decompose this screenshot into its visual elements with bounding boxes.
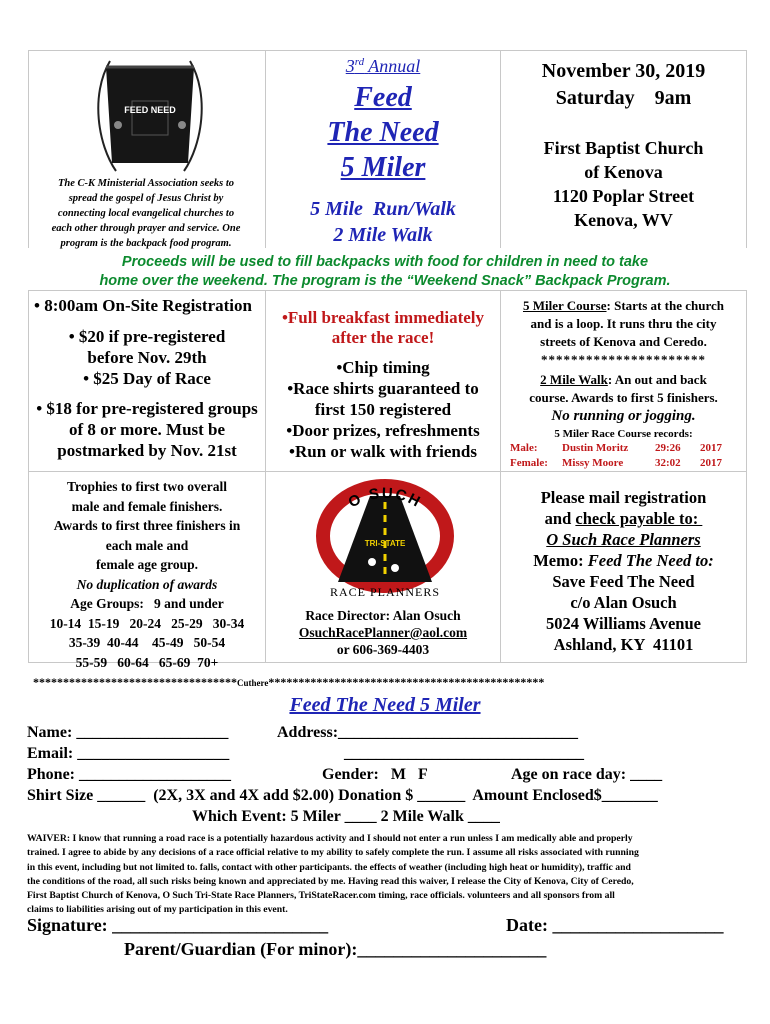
distance-line: 5 Mile Run/Walk (310, 198, 456, 220)
date-line: November 30, 2019 (541, 60, 706, 82)
awards-line: male and female finishers. (71, 498, 223, 514)
five-course-label: 5 Miler Course (522, 298, 607, 313)
mail-address-line: Ashland, KY 41101 (553, 635, 694, 654)
pricing-line: • $25 Day of Race (83, 369, 211, 388)
waiver-line: trained. I agree to abide by any decisions of a race official relative to my ability to safely complete the run. I assume all risks associated with running (27, 847, 639, 859)
proceeds-line: Proceeds will be used to fill backpacks with food for children in need to take (121, 254, 649, 270)
mission-line: each other through prayer and service. One (51, 223, 241, 234)
awards-line: each male and (105, 537, 189, 553)
logo-race-planners-text: RACE PLANNERS (329, 585, 441, 599)
mission-line: spread the gospel of Jesus Christ by (68, 193, 224, 204)
cut-stars-right: ********************************************** (268, 675, 545, 689)
perk-item: first 150 registered (314, 400, 452, 419)
venue-line: of Kenova (584, 162, 663, 182)
mission-line: program is the backpack food program. (60, 238, 232, 249)
payee-name: O Such Race Planners (546, 530, 701, 549)
mail-address-line: c/o Alan Osuch (570, 593, 677, 612)
proceeds-banner (10, 253, 760, 291)
grid-line (28, 50, 747, 51)
record-label: Male: (510, 442, 538, 454)
record-year: 2017 (700, 442, 722, 454)
grid-line (28, 50, 29, 248)
mission-line: The C-K Ministerial Association seeks to (57, 178, 235, 189)
two-course-line: course. Awards to first 5 finishers. (529, 390, 718, 405)
event-choice-field[interactable]: Which Event: 5 Miler ____ 2 Mile Walk ____ (192, 808, 500, 825)
logo-arc-text: O SUCH (345, 484, 425, 512)
record-label: Female: (510, 457, 548, 469)
grid-line (28, 471, 747, 472)
waiver-line: in this event, including but not limited to. falls, contact with other participants. the effects of weather (including high heat or humidity), traffic and (27, 861, 631, 873)
bag-text: FEED NEED (124, 105, 176, 115)
group-pricing (29, 398, 265, 461)
course-records (510, 441, 744, 471)
race-director (266, 607, 500, 658)
gender-field[interactable]: Gender: M F (322, 766, 428, 783)
grid-line (746, 290, 747, 663)
title-line: 5 Miler (340, 152, 426, 183)
group-line: of 8 or more. Must be (68, 420, 226, 439)
course-divider: ********************** (541, 352, 706, 367)
awards-line: Awards to first three finishers in (53, 518, 241, 533)
record-time: 29:26 (655, 442, 681, 454)
no-running-note: No running or jogging. (551, 408, 696, 424)
check-payable-label: check payable to: (575, 509, 703, 528)
age-groups-line: 55-59 60-64 65-69 70+ (75, 654, 219, 670)
annual-label (266, 56, 500, 77)
records-title: 5 Miler Race Course records: (554, 428, 693, 440)
venue-address (501, 136, 746, 232)
awards-line: female age group. (95, 557, 199, 572)
annual-word: Annual (368, 56, 421, 76)
two-mile-course (501, 371, 746, 389)
record-row (510, 441, 744, 456)
perk-item: •Race shirts guaranteed to (287, 379, 479, 398)
mail-registration (501, 487, 746, 655)
record-name: Dustin Moritz (562, 442, 629, 454)
two-course-label: 2 Mile Walk (540, 372, 608, 387)
date-field[interactable]: Date: ___________________ (506, 915, 724, 935)
mission-statement (30, 176, 262, 251)
address-line-2-field[interactable]: ______________________________ (344, 745, 584, 762)
annual-number: 3 (345, 56, 355, 76)
mail-address-line: Save Feed The Need (552, 572, 695, 591)
perk-item: •Chip timing (336, 358, 430, 377)
age-field[interactable]: Age on race day: ____ (511, 766, 663, 783)
age-groups-line: 35-39 40-44 45-49 50-54 (68, 635, 226, 650)
record-row (510, 456, 744, 471)
phone-field[interactable]: Phone: ___________________ (27, 766, 231, 783)
name-field[interactable]: Name: ___________________ (27, 724, 229, 741)
day-time-line: Saturday 9am (555, 87, 692, 109)
record-time: 32:02 (655, 457, 681, 469)
breakfast-line: •Full breakfast immediately (281, 308, 485, 327)
event-date (501, 58, 746, 112)
venue-line: Kenova, WV (574, 210, 673, 230)
pricing-line: • $20 if pre-registered (68, 327, 226, 346)
distance-line: 2 Mile Walk (333, 224, 433, 246)
director-phone: or 606-369-4403 (336, 642, 430, 657)
perks-list (266, 357, 500, 462)
age-groups-line: 10-14 15-19 20-24 25-29 30-34 (49, 615, 245, 631)
awards-line: Trophies to first two overall (67, 479, 227, 494)
cut-stars-left: ********************************** (33, 675, 237, 689)
five-course-line: and is a loop. It runs thru the city (530, 316, 717, 331)
logo-tri-text: TRI-STATE (364, 539, 406, 548)
memo-line (501, 550, 746, 571)
address-field[interactable]: Address:______________________________ (277, 724, 579, 741)
memo-suffix: to: (691, 551, 714, 570)
waiver-line: WAIVER: I know that running a road race is a potentially hazardous activity and I should not enter a run unless I am medically able and properly (27, 833, 633, 844)
group-line: • $18 for pre-registered groups (36, 399, 258, 418)
waiver-line: First Baptist Church of Kenova, O Such Tri-State Race Planners, TriStateRacer.com timing, race officials. volunteers and all sponsors from all (27, 890, 615, 902)
guardian-signature-field[interactable]: Parent/Guardian (For minor):_____________________ (124, 939, 547, 959)
perk-item: •Run or walk with friends (289, 442, 477, 461)
record-year: 2017 (700, 457, 722, 469)
memo-value: Feed The Need (587, 551, 692, 570)
backpack-image (70, 55, 230, 175)
no-duplication-note: No duplication of awards (76, 576, 218, 592)
registration-form (27, 722, 747, 827)
mission-line: connecting local evangelical churches to (57, 208, 235, 219)
perk-item: •Door prizes, refreshments (286, 421, 480, 440)
two-course-text: : An out and back (607, 372, 707, 387)
memo-label: Memo: (533, 551, 588, 570)
race-planners-logo (300, 478, 470, 600)
waiver-line: claims to liabilities arising out of my participation in this event. (27, 904, 288, 916)
age-groups-line: Age Groups: 9 and under (70, 596, 224, 611)
venue-line: 1120 Poplar Street (552, 186, 695, 206)
mail-line-part: and (544, 509, 576, 528)
event-distances (266, 196, 500, 248)
director-name: Race Director: Alan Osuch (305, 608, 461, 623)
breakfast-note (266, 308, 500, 348)
breakfast-line: after the race! (331, 328, 435, 347)
mail-line (501, 508, 746, 529)
cut-here-label: Cuthere (237, 678, 269, 688)
venue-line: First Baptist Church (543, 138, 704, 158)
title-line: The Need (327, 117, 439, 148)
event-title (266, 80, 500, 185)
mail-line: Please mail registration (540, 488, 707, 507)
five-course-line: streets of Kenova and Ceredo. (540, 334, 707, 349)
signature-field[interactable]: Signature: ________________________ (27, 915, 329, 935)
email-field[interactable]: Email: ___________________ (27, 745, 230, 762)
onsite-registration: • 8:00am On-Site Registration (34, 296, 252, 315)
course-info (501, 297, 746, 443)
annual-suffix: rd (354, 56, 365, 68)
awards-info (29, 477, 265, 672)
form-title: Feed The Need 5 Miler (289, 694, 481, 716)
shirt-donation-field[interactable]: Shirt Size ______ (2X, 3X and 4X add $2.00) Donation $ ______ Amount Enclosed$_______ (27, 787, 658, 804)
waiver-text (27, 832, 752, 918)
grid-line (746, 50, 747, 248)
mail-address-line: 5024 Williams Avenue (546, 614, 701, 633)
proceeds-line: home over the weekend. The program is the “Weekend Snack” Backpack Program. (99, 273, 671, 289)
five-course-text: : Starts at the church (606, 298, 724, 313)
pricing-line: before Nov. 29th (87, 348, 207, 367)
waiver-line: the conditions of the road, all such risks being known and appreciated by me. Having read this waiver, I release the City of Kenova, City of Ceredo, (27, 875, 634, 887)
director-email-link[interactable]: OsuchRacePlanner@aol.com (298, 625, 468, 640)
preregistration-pricing (29, 326, 265, 389)
group-line: postmarked by Nov. 21st (57, 441, 237, 460)
title-line: Feed (354, 82, 412, 113)
five-miler-course (501, 297, 746, 315)
cut-line (33, 675, 738, 690)
record-name: Missy Moore (562, 457, 624, 469)
